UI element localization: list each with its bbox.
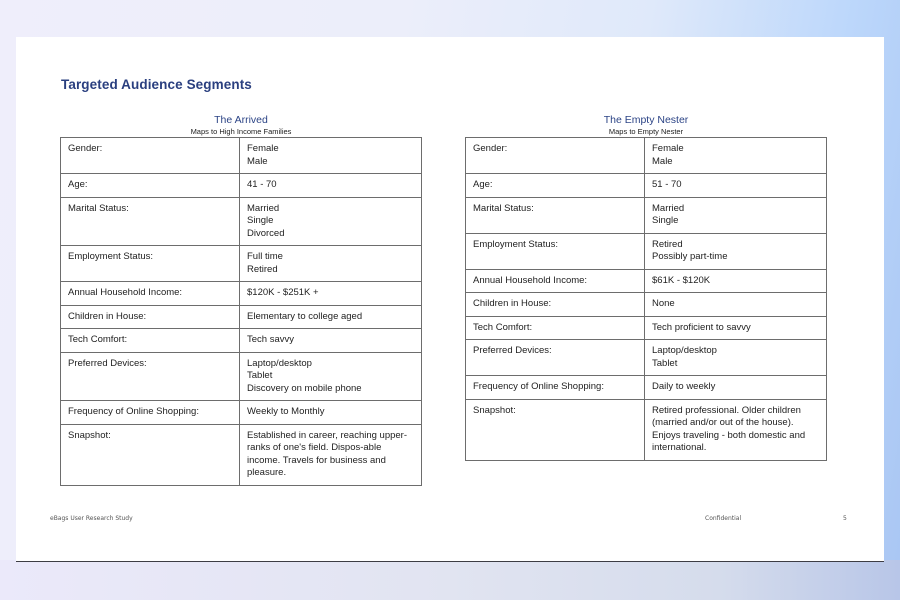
row-value [645,197,827,233]
row-value [645,138,827,174]
value-line: Tech savvy [247,334,294,345]
value-line: Female [247,143,279,154]
segment-name: The Arrived [214,114,268,126]
value-line: Retired professional. Older children (married and/or out of the house). Enjoys traveling - both domestic and international. [652,404,806,453]
value-line: Married [247,202,280,214]
row-value [240,424,422,485]
table-row [466,269,827,293]
value-line: Female [652,143,684,154]
segment-the-empty-nester [465,114,827,461]
row-value [645,233,827,269]
value-line: Elementary to college aged [247,310,363,322]
segment-name: The Empty Nester [603,114,689,126]
row-label: Employment Status: [466,233,645,269]
row-label: Preferred Devices: [466,340,645,376]
value-line: $61K - $120K [652,274,711,286]
value-line: Laptop/desktop [247,357,312,369]
row-value [240,282,422,306]
table-row [466,340,827,376]
row-value [645,376,827,400]
table-row [466,174,827,198]
row-label: Tech Comfort: [61,329,240,353]
value-line: Retired [247,263,278,275]
table-row [61,329,422,353]
segment-table [60,137,422,486]
row-label: Marital Status: [61,197,240,246]
row-label: Snapshot: [466,399,645,460]
value-line: 51 - 70 [652,179,682,190]
value-line: 41 - 70 [247,179,277,190]
segment-subtitle: Maps to Empty Nester [608,127,684,136]
value-line: Male [247,155,268,167]
document-page [16,37,884,562]
row-value [240,246,422,282]
table-row [61,424,422,485]
background [0,560,900,600]
table-row [61,305,422,329]
row-value [240,329,422,353]
value-line: Single [652,215,679,226]
table-row [466,399,827,460]
row-label: Gender: [466,138,645,174]
row-label: Annual Household Income: [466,269,645,293]
row-value [645,399,827,460]
row-value [240,138,422,174]
row-value [240,174,422,198]
value-line: Retired [652,238,683,250]
row-value [240,305,422,329]
segment-subtitle: Maps to High Income Families [190,127,292,136]
page-number: 5 [843,515,847,522]
row-label: Employment Status: [61,246,240,282]
row-label: Gender: [61,138,240,174]
table-row [61,282,422,306]
value-line: Possibly part-time [652,251,728,262]
row-value [645,269,827,293]
footer-study-name: eBags User Research Study [50,515,133,522]
segment-table [465,137,827,461]
value-line: Discovery on mobile phone [247,382,362,394]
row-label: Frequency of Online Shopping: [466,376,645,400]
value-line: Established in career, reaching upper-ranks of one's field. Dispos-able income. Travels for business and pleasure. [247,429,408,478]
row-value [240,401,422,425]
table-row [61,174,422,198]
table-row [466,293,827,317]
row-label: Age: [466,174,645,198]
value-line: Married [652,202,685,214]
row-label: Preferred Devices: [61,352,240,401]
row-value [645,293,827,317]
table-row [466,376,827,400]
table-row [61,197,422,246]
value-line: Tablet [247,370,273,381]
row-value [240,197,422,246]
row-value [645,340,827,376]
table-row [61,246,422,282]
value-line: $120K - $251K + [247,287,319,298]
segment-the-arrived [60,114,422,486]
table-row [466,197,827,233]
footer-confidential: Confidential [705,515,742,522]
row-label: Annual Household Income: [61,282,240,306]
table-row [61,138,422,174]
row-value [240,352,422,401]
value-line: Tablet [652,357,678,369]
value-line: Laptop/desktop [652,345,717,356]
value-line: Single [247,215,274,226]
value-line: Divorced [247,227,285,239]
table-row [61,352,422,401]
row-label: Snapshot: [61,424,240,485]
row-value [645,316,827,340]
value-line: Weekly to Monthly [247,406,325,417]
row-label: Tech Comfort: [466,316,645,340]
row-label: Frequency of Online Shopping: [61,401,240,425]
row-value [645,174,827,198]
page-title: Targeted Audience Segments [61,77,252,92]
value-line: None [652,298,675,309]
value-line: Daily to weekly [652,381,716,392]
table-row [466,138,827,174]
row-label: Age: [61,174,240,198]
row-label: Marital Status: [466,197,645,233]
row-label: Children in House: [61,305,240,329]
value-line: Tech proficient to savvy [652,321,751,333]
value-line: Full time [247,251,283,262]
table-row [466,316,827,340]
value-line: Male [652,155,673,167]
row-label: Children in House: [466,293,645,317]
table-row [466,233,827,269]
table-row [61,401,422,425]
